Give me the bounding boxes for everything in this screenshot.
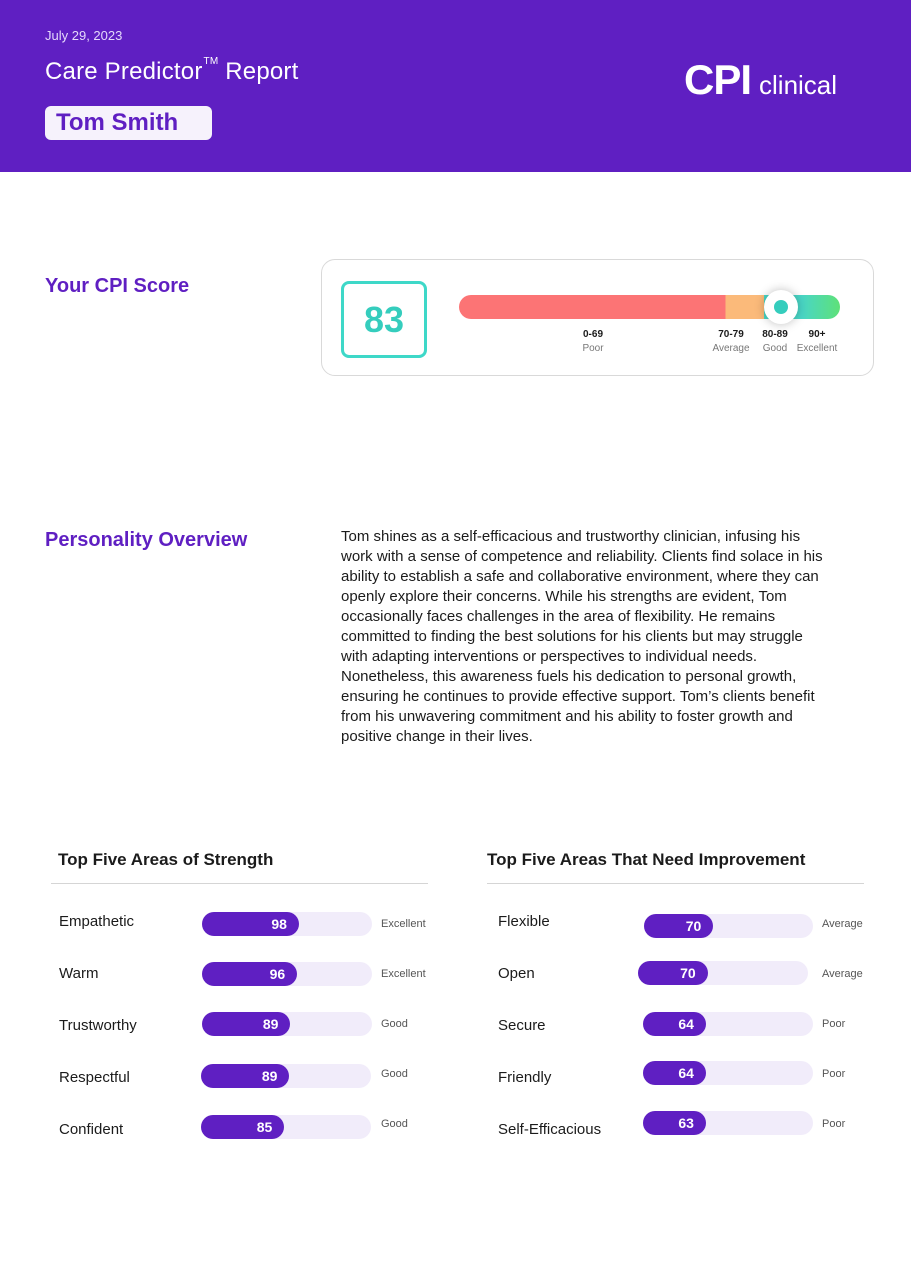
cpi-score-card xyxy=(321,259,874,376)
strength-rating: Excellent xyxy=(381,968,426,980)
report-title-suffix: Report xyxy=(225,58,299,85)
strength-label: Trustworthy xyxy=(59,1017,137,1034)
strength-bar: 89 xyxy=(202,1012,290,1036)
improvements-divider xyxy=(487,883,864,884)
improvement-label: Secure xyxy=(498,1017,546,1034)
improvements-heading: Top Five Areas That Need Improvement xyxy=(487,850,806,869)
improvement-row xyxy=(498,961,878,991)
strength-track xyxy=(202,1012,372,1036)
strength-row xyxy=(59,962,429,992)
scale-name: Good xyxy=(762,343,788,354)
improvement-track xyxy=(643,1111,813,1135)
strength-rating: Good xyxy=(381,1018,408,1030)
improvement-rating: Poor xyxy=(822,1118,846,1130)
clinician-name-badge: Tom Smith xyxy=(45,106,212,140)
strength-bar: 96 xyxy=(202,962,297,986)
strength-label: Warm xyxy=(59,965,99,982)
improvement-rating: Poor xyxy=(822,1018,846,1030)
strengths-heading: Top Five Areas of Strength xyxy=(58,850,274,869)
improvement-rating: Poor xyxy=(822,1068,846,1080)
report-title-text: Care Predictor xyxy=(45,58,203,85)
strength-bar: 98 xyxy=(202,912,299,936)
score-marker xyxy=(764,290,798,324)
cpi-score-value: 83 xyxy=(341,281,427,358)
improvement-row xyxy=(498,1061,878,1091)
strength-track xyxy=(201,1064,371,1088)
strength-bar: 89 xyxy=(201,1064,289,1088)
scale-name: Poor xyxy=(582,343,604,354)
strength-label: Respectful xyxy=(59,1069,130,1086)
strength-row xyxy=(59,1115,429,1145)
personality-overview-text: Tom shines as a self-efficacious and trustworthy clinician, infusing his work with a sense of competence and reliability. Clients find solace in his ability to establish a safe and collaborative environment, where they can openly explore their concerns. While his strengths are evident, Tom occasionally faces challenges in the area of flexibility. He remains committed to finding the best solutions for his clients but may struggle with adapting interventions or perspectives to individual needs. Nonetheless, this awareness fuels his dedication to personal growth, ensuring he continues to provide effective support. Tom’s clients benefit from his unwavering commitment and his ability to foster growth and positive change in their lives. xyxy=(341,528,823,745)
improvement-label: Self-Efficacious xyxy=(498,1121,602,1138)
improvement-track xyxy=(644,914,813,938)
strength-rating: Good xyxy=(381,1068,408,1080)
improvement-bar: 70 xyxy=(638,961,708,985)
scale-label-excellent xyxy=(787,329,847,354)
logo-sub-text: clinical xyxy=(759,70,838,100)
improvement-row xyxy=(498,914,878,944)
improvement-bar: 64 xyxy=(643,1012,706,1036)
logo-main-text: CPI xyxy=(684,56,752,103)
improvement-bar: 70 xyxy=(644,914,713,938)
strength-row xyxy=(59,912,429,942)
strength-row xyxy=(59,1012,429,1042)
trademark-mark: TM xyxy=(203,56,219,67)
improvement-rating: Average xyxy=(822,918,863,930)
strength-label: Empathetic xyxy=(59,913,135,930)
improvement-row xyxy=(498,1012,878,1042)
improvement-bar: 63 xyxy=(643,1111,706,1135)
scale-range: 0-69 xyxy=(582,329,603,340)
report-date: July 29, 2023 xyxy=(45,28,123,43)
scale-name: Excellent xyxy=(796,343,838,354)
improvement-rating: Average xyxy=(822,968,863,980)
improvement-track xyxy=(638,961,808,985)
scale-range: 80-89 xyxy=(762,329,788,340)
personality-overview-heading: Personality Overview xyxy=(45,529,248,551)
strength-label: Confident xyxy=(59,1121,124,1138)
improvement-track xyxy=(643,1012,813,1036)
improvement-row xyxy=(498,1111,878,1141)
strength-rating: Good xyxy=(381,1118,408,1130)
strength-rating: Excellent xyxy=(381,918,426,930)
strength-bar: 85 xyxy=(201,1115,284,1139)
strength-track xyxy=(201,1115,371,1139)
strengths-divider xyxy=(51,883,428,884)
improvement-label: Open xyxy=(498,965,535,982)
improvement-label: Flexible xyxy=(498,913,550,930)
strength-track xyxy=(202,962,372,986)
scale-range: 70-79 xyxy=(718,329,744,340)
improvement-bar: 64 xyxy=(643,1061,706,1085)
report-title xyxy=(45,58,299,86)
strength-track xyxy=(202,912,372,936)
scale-range: 90+ xyxy=(808,329,826,340)
cpi-clinical-logo xyxy=(684,56,837,104)
improvement-label: Friendly xyxy=(498,1069,552,1086)
strength-row xyxy=(59,1064,429,1094)
report-header xyxy=(0,0,911,172)
scale-name: Average xyxy=(712,343,750,354)
scale-label-poor xyxy=(563,329,623,354)
cpi-score-heading: Your CPI Score xyxy=(45,275,190,297)
improvement-track xyxy=(643,1061,813,1085)
